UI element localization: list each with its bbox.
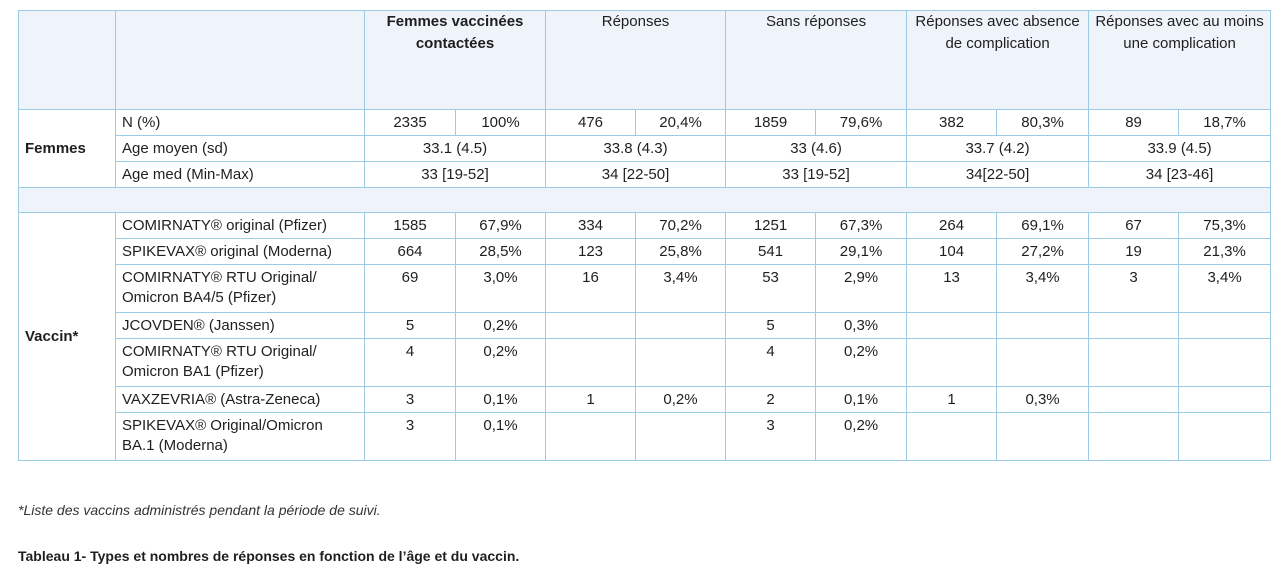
cell: 476 xyxy=(546,110,636,136)
cell xyxy=(636,313,726,339)
cell: 33 [19-52] xyxy=(365,162,546,188)
cell: 2,9% xyxy=(816,265,907,313)
cell: 1585 xyxy=(365,213,456,239)
cell xyxy=(907,413,997,461)
cell: 264 xyxy=(907,213,997,239)
cell: 21,3% xyxy=(1179,239,1271,265)
cell: 1251 xyxy=(726,213,816,239)
table-row xyxy=(19,265,1271,313)
cell: 67,9% xyxy=(456,213,546,239)
table-row xyxy=(19,387,1271,413)
cell: 5 xyxy=(365,313,456,339)
cell: 0,2% xyxy=(456,313,546,339)
cell: 334 xyxy=(546,213,636,239)
cell: 3,0% xyxy=(456,265,546,313)
cell: 34[22-50] xyxy=(907,162,1089,188)
row-label: N (%) xyxy=(116,110,365,136)
header-complication: Réponses avec au moins une complication xyxy=(1089,11,1271,110)
cell xyxy=(636,413,726,461)
cell: 27,2% xyxy=(997,239,1089,265)
cell: 69 xyxy=(365,265,456,313)
cell: 4 xyxy=(365,339,456,387)
cell: 28,5% xyxy=(456,239,546,265)
table-row xyxy=(19,239,1271,265)
header-blank xyxy=(116,11,365,110)
cell: 13 xyxy=(907,265,997,313)
header-corner xyxy=(19,11,116,110)
table-row xyxy=(19,313,1271,339)
footnote: *Liste des vaccins administrés pendant la période de suivi. xyxy=(18,502,381,518)
cell xyxy=(907,313,997,339)
cell: 3,4% xyxy=(1179,265,1271,313)
cell xyxy=(546,339,636,387)
cell: 0,2% xyxy=(816,339,907,387)
cell: 382 xyxy=(907,110,997,136)
cell: 25,8% xyxy=(636,239,726,265)
cell: 123 xyxy=(546,239,636,265)
group-label-women: Femmes xyxy=(19,110,116,188)
cell: 80,3% xyxy=(997,110,1089,136)
cell: 34 [23-46] xyxy=(1089,162,1271,188)
cell: 79,6% xyxy=(816,110,907,136)
cell xyxy=(636,339,726,387)
cell: 33 (4.6) xyxy=(726,136,907,162)
cell: 75,3% xyxy=(1179,213,1271,239)
header-no-complication: Réponses avec absence de complication xyxy=(907,11,1089,110)
cell xyxy=(546,413,636,461)
cell: 16 xyxy=(546,265,636,313)
group-label-vaccine: Vaccin* xyxy=(19,213,116,461)
cell: 0,2% xyxy=(816,413,907,461)
table-row xyxy=(19,213,1271,239)
cell: 3,4% xyxy=(636,265,726,313)
row-label: JCOVDEN® (Janssen) xyxy=(116,313,365,339)
row-label: COMIRNATY® RTU Original/ Omicron BA4/5 (Pfizer) xyxy=(116,265,365,313)
cell xyxy=(1179,339,1271,387)
cell: 19 xyxy=(1089,239,1179,265)
header-row xyxy=(19,11,1271,110)
cell: 34 [22-50] xyxy=(546,162,726,188)
cell: 33.9 (4.5) xyxy=(1089,136,1271,162)
separator-row xyxy=(19,188,1271,213)
cell: 0,1% xyxy=(456,387,546,413)
cell xyxy=(1089,339,1179,387)
cell: 53 xyxy=(726,265,816,313)
cell: 2 xyxy=(726,387,816,413)
cell: 69,1% xyxy=(997,213,1089,239)
table-row xyxy=(19,110,1271,136)
cell xyxy=(997,413,1089,461)
separator-cell xyxy=(19,188,1271,213)
header-contacted: Femmes vaccinées contactées xyxy=(365,11,546,110)
results-table xyxy=(18,10,1271,461)
cell xyxy=(546,313,636,339)
cell xyxy=(997,313,1089,339)
cell: 33 [19-52] xyxy=(726,162,907,188)
cell: 33.8 (4.3) xyxy=(546,136,726,162)
cell: 2335 xyxy=(365,110,456,136)
cell: 100% xyxy=(456,110,546,136)
cell: 5 xyxy=(726,313,816,339)
cell: 3,4% xyxy=(997,265,1089,313)
cell: 33.7 (4.2) xyxy=(907,136,1089,162)
cell xyxy=(1089,413,1179,461)
cell: 0,1% xyxy=(456,413,546,461)
cell: 3 xyxy=(365,387,456,413)
cell: 3 xyxy=(726,413,816,461)
cell: 664 xyxy=(365,239,456,265)
row-label: SPIKEVAX® original (Moderna) xyxy=(116,239,365,265)
table-caption: Tableau 1- Types et nombres de réponses en fonction de l’âge et du vaccin. xyxy=(18,548,520,564)
row-label: Age moyen (sd) xyxy=(116,136,365,162)
cell: 541 xyxy=(726,239,816,265)
cell: 33.1 (4.5) xyxy=(365,136,546,162)
row-label: Age med (Min-Max) xyxy=(116,162,365,188)
row-label: COMIRNATY® RTU Original/ Omicron BA1 (Pfizer) xyxy=(116,339,365,387)
table-row xyxy=(19,162,1271,188)
cell: 4 xyxy=(726,339,816,387)
cell xyxy=(1089,313,1179,339)
cell xyxy=(997,339,1089,387)
cell: 0,2% xyxy=(456,339,546,387)
cell xyxy=(1179,413,1271,461)
cell: 29,1% xyxy=(816,239,907,265)
table-row xyxy=(19,136,1271,162)
cell: 1 xyxy=(907,387,997,413)
cell: 18,7% xyxy=(1179,110,1271,136)
cell: 1859 xyxy=(726,110,816,136)
row-label: VAXZEVRIA® (Astra-Zeneca) xyxy=(116,387,365,413)
cell xyxy=(907,339,997,387)
cell: 20,4% xyxy=(636,110,726,136)
cell: 67,3% xyxy=(816,213,907,239)
table-row xyxy=(19,339,1271,387)
cell xyxy=(1179,387,1271,413)
cell: 0,3% xyxy=(997,387,1089,413)
cell: 3 xyxy=(365,413,456,461)
cell: 89 xyxy=(1089,110,1179,136)
cell: 104 xyxy=(907,239,997,265)
cell: 67 xyxy=(1089,213,1179,239)
cell: 0,2% xyxy=(636,387,726,413)
header-no-responses: Sans réponses xyxy=(726,11,907,110)
cell xyxy=(1179,313,1271,339)
header-responses: Réponses xyxy=(546,11,726,110)
cell: 0,3% xyxy=(816,313,907,339)
row-label: SPIKEVAX® Original/Omicron BA.1 (Moderna) xyxy=(116,413,365,461)
table-row xyxy=(19,413,1271,461)
cell xyxy=(1089,387,1179,413)
cell: 1 xyxy=(546,387,636,413)
row-label: COMIRNATY® original (Pfizer) xyxy=(116,213,365,239)
cell: 3 xyxy=(1089,265,1179,313)
cell: 0,1% xyxy=(816,387,907,413)
cell: 70,2% xyxy=(636,213,726,239)
